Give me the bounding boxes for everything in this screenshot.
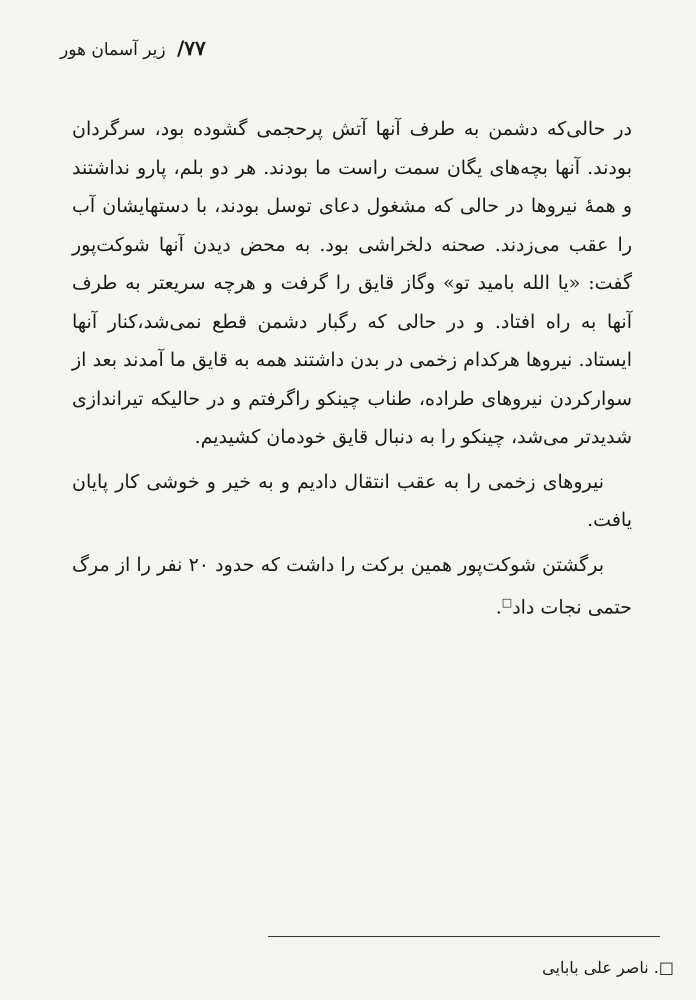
footnote: □. ناصر علی بابایی: [542, 958, 674, 977]
body-text: [72, 110, 632, 627]
running-title: زیر آسمان هور: [60, 40, 166, 60]
page-header: [60, 36, 206, 60]
footnote-divider: [268, 936, 660, 937]
paragraph-1: در حالی‌که دشمن به طرف آنها آتش پرحجمی گشوده بود، سرگردان بودند. آنها بچه‌های یگان سمت راست ما بودند. هر دو بلم، پارو نداشتند و همهٔ نیروها در حالی که مشغول دعای توسل بودند، با دستهایشان آب را عقب می‌زدند. صحنه دلخراشی بود. به محض دیدن آنها شوکت‌پور گفت: «یا الله بامید تو» وگاز قایق را گرفت و هرچه سریعتر به طرف آنها به راه افتاد. و در حالی که رگبار دشمن قطع نمی‌شد،کنار آنها ایستاد. نیروها هرکدام زخمی در بدن داشتند همه به قایق ما آمدند بعد از سوارکردن نیروهای طراده، طناب چینکو راگرفتم و در حالیکه تیراندازی شدیدتر می‌شد، چینکو را به دنبال قایق خودمان کشیدیم.: [72, 118, 632, 448]
paragraph-3: برگشتن شوکت‌پور همین برکت را داشت که حدود ۲۰ نفر را از مرگ حتمی نجات داد□.: [72, 553, 632, 619]
footnote-marker: □: [501, 596, 513, 609]
paragraph-3-text: برگشتن شوکت‌پور همین برکت را داشت که حدود ۲۰ نفر را از مرگ حتمی نجات داد: [72, 553, 632, 619]
paragraph-2: نیروهای زخمی را به عقب انتقال دادیم و به خیر و خوشی کار پایان یافت.: [72, 470, 632, 531]
page-number: ۷۷/: [176, 36, 206, 60]
